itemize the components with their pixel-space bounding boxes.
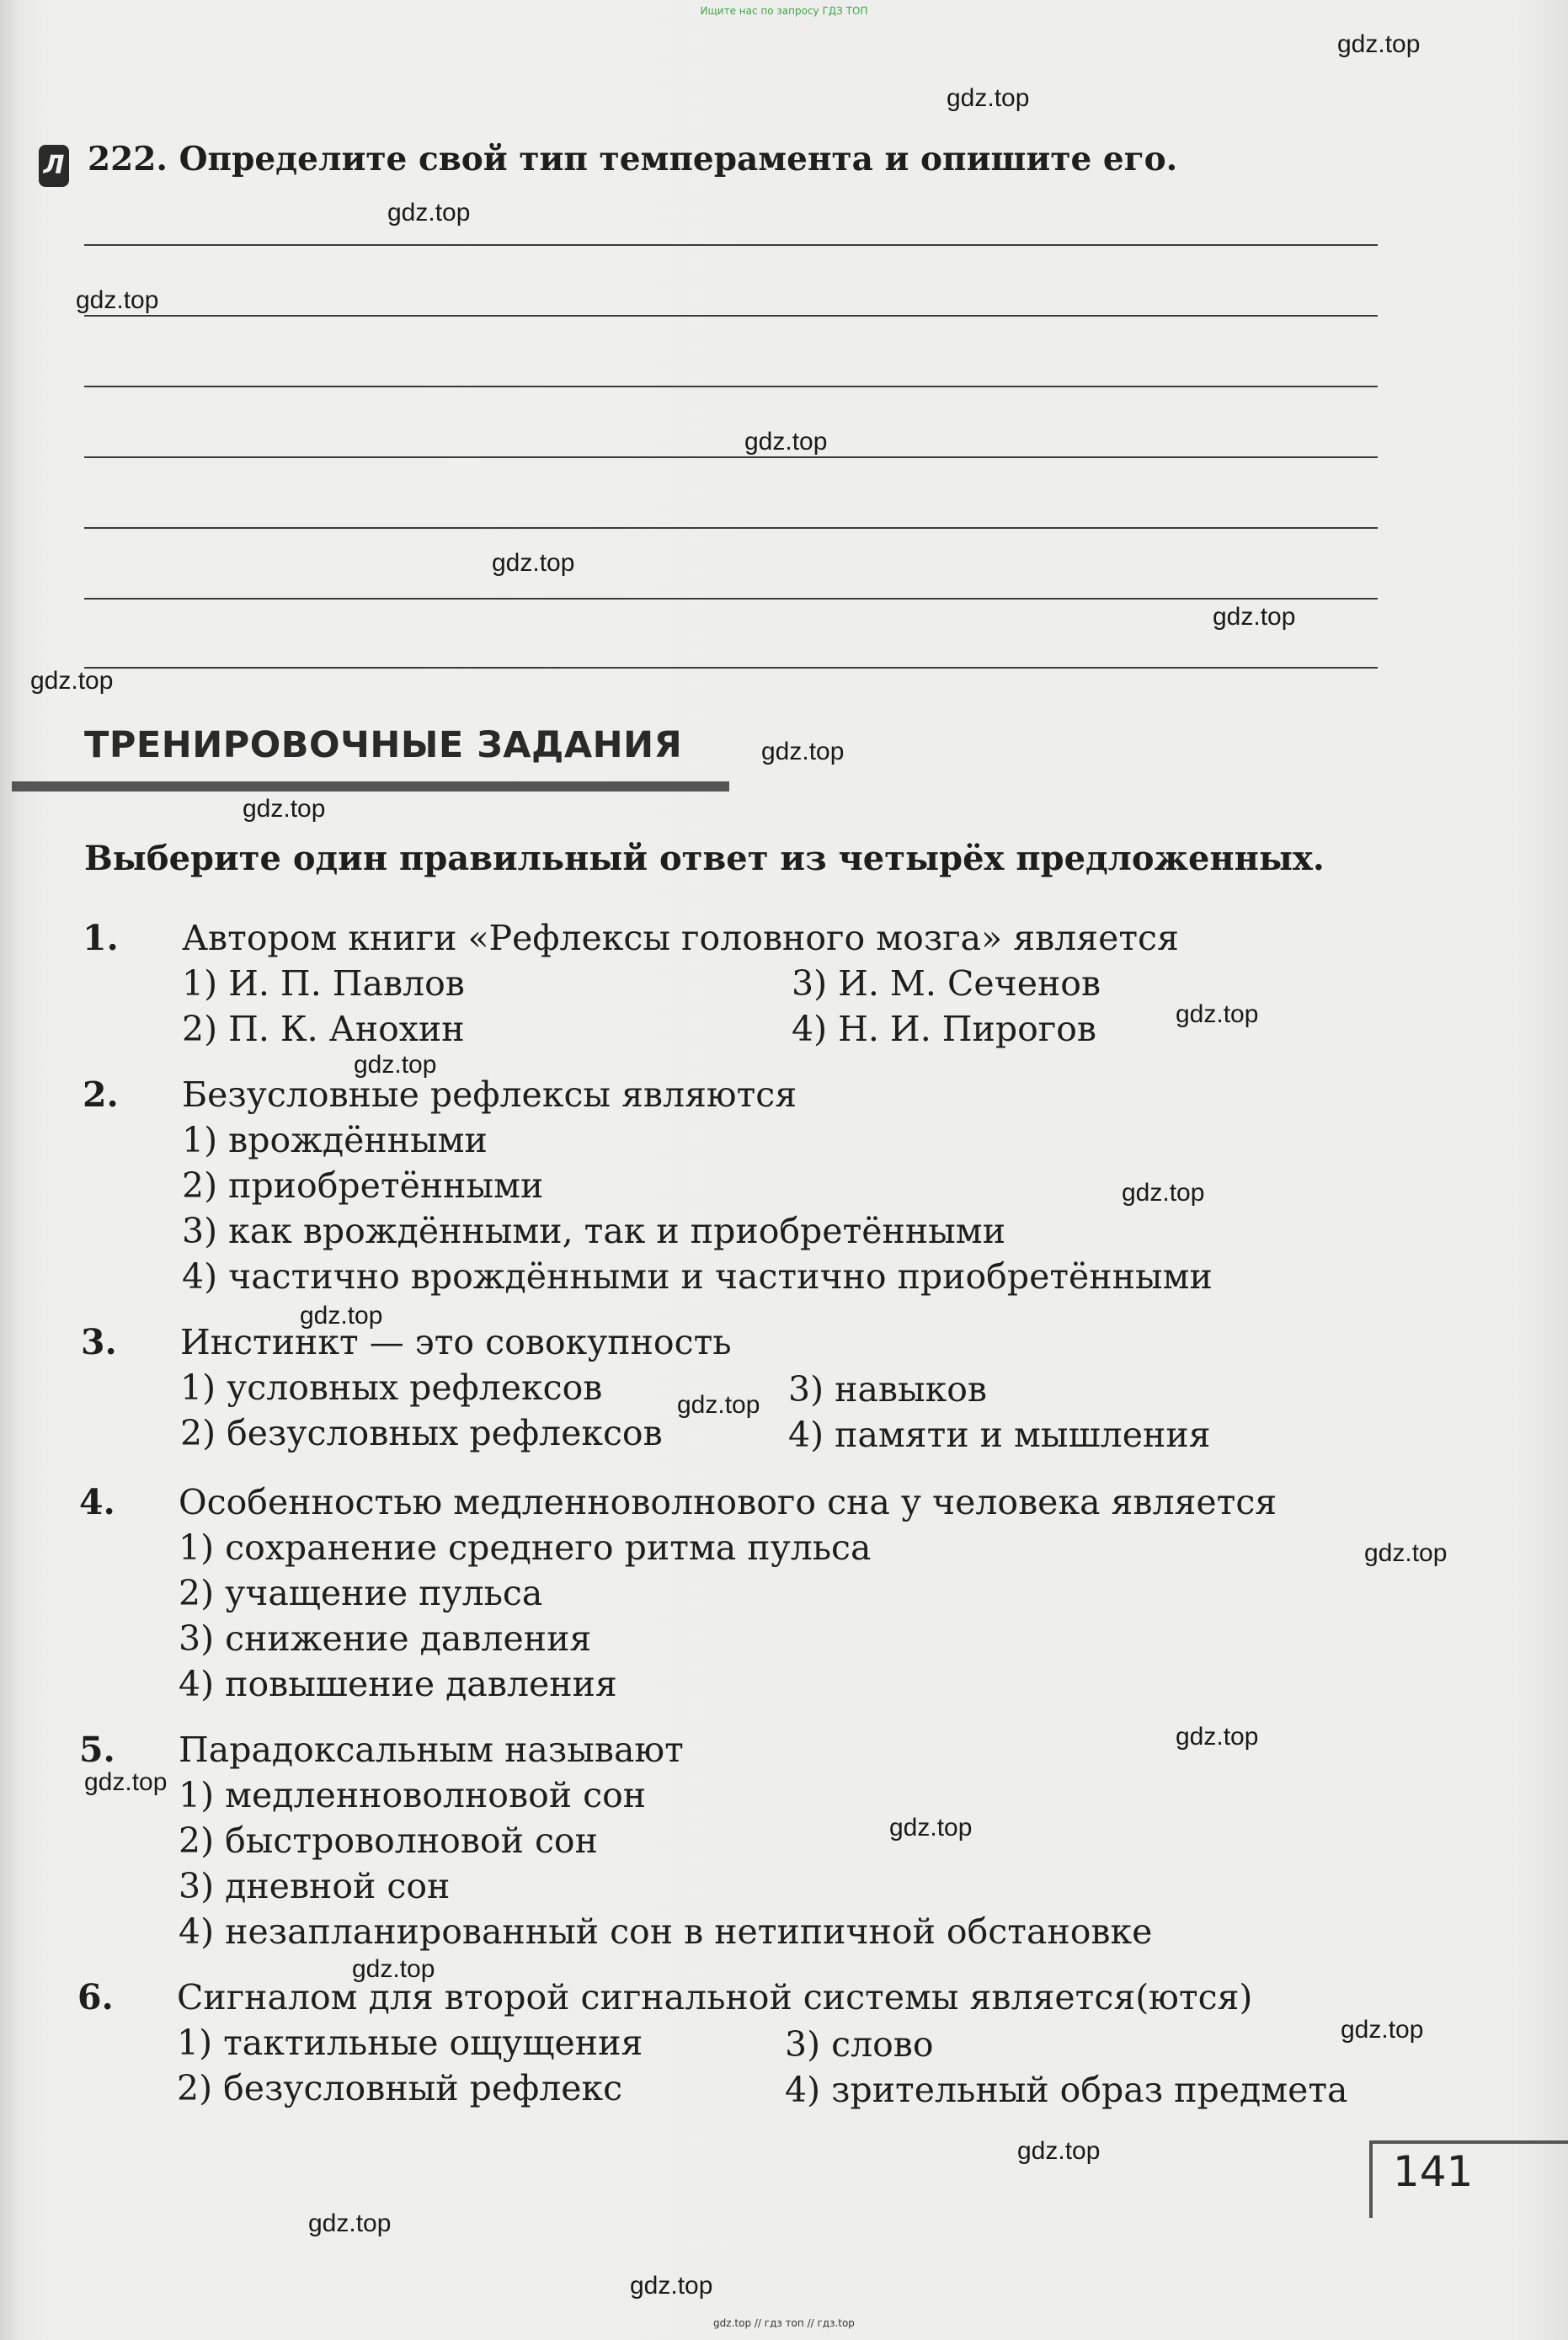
question-number: 2.	[83, 1074, 119, 1115]
watermark: gdz.top	[308, 2209, 392, 2237]
answer-option[interactable]: 3) И. М. Сеченов	[792, 963, 1101, 1004]
personal-task-icon: Л	[39, 145, 69, 187]
answer-option[interactable]: 4) незапланированный сон в нетипичной обстановке	[179, 1911, 1153, 1952]
question-number: 6.	[77, 1977, 114, 2018]
watermark: gdz.top	[1176, 1000, 1259, 1028]
watermark: gdz.top	[243, 795, 326, 823]
task-222-text: 222. Определите свой тип темперамента и опишите его.	[88, 140, 1178, 179]
watermark: gdz.top	[889, 1814, 973, 1842]
answer-line[interactable]	[84, 598, 1378, 600]
watermark: gdz.top	[677, 1391, 760, 1419]
question-number: 4.	[79, 1482, 115, 1522]
answer-option[interactable]: 1) врождёнными	[182, 1120, 488, 1160]
watermark: gdz.top	[1176, 1723, 1259, 1751]
watermark: gdz.top	[744, 428, 828, 456]
watermark: gdz.top	[947, 84, 1030, 112]
watermark: gdz.top	[630, 2272, 713, 2300]
answer-line[interactable]	[84, 527, 1378, 529]
answer-option[interactable]: 3) как врождёнными, так и приобретёнными	[182, 1211, 1006, 1251]
answer-option[interactable]: 4) Н. И. Пирогов	[792, 1009, 1097, 1049]
answer-option[interactable]: 2) быстроволновой сон	[179, 1820, 598, 1861]
question-text: Сигналом для второй сигнальной системы является(ются)	[177, 1977, 1253, 2018]
question-text: Автором книги «Рефлексы головного мозга» является	[182, 918, 1179, 958]
answer-option[interactable]: 1) И. П. Павлов	[182, 963, 465, 1004]
watermark: gdz.top	[387, 199, 471, 227]
answer-line[interactable]	[84, 315, 1378, 317]
answer-line[interactable]	[84, 456, 1378, 458]
question-text: Особенностью медленноволнового сна у человека является	[179, 1482, 1277, 1522]
watermark: gdz.top	[76, 286, 159, 314]
watermark: gdz.top	[352, 1955, 435, 1983]
watermark: gdz.top	[1341, 2016, 1424, 2044]
answer-option[interactable]: 4) повышение давления	[179, 1664, 617, 1704]
watermark: gdz.top	[1337, 30, 1421, 58]
watermark: gdz.top	[761, 738, 845, 765]
answer-line[interactable]	[84, 386, 1378, 387]
answer-option[interactable]: 2) безусловный рефлекс	[177, 2068, 623, 2108]
bottom-banner: gdz.top // гдз топ // гдз.top	[713, 2317, 855, 2329]
answer-option[interactable]: 3) дневной сон	[179, 1866, 451, 1906]
watermark: gdz.top	[1364, 1539, 1448, 1567]
answer-option[interactable]: 1) тактильные ощущения	[177, 2023, 643, 2063]
question-number: 1.	[83, 918, 119, 958]
answer-option[interactable]: 1) условных рефлексов	[180, 1367, 603, 1408]
watermark: gdz.top	[1122, 1179, 1205, 1207]
answer-option[interactable]: 3) слово	[785, 2024, 934, 2065]
answer-line[interactable]	[84, 667, 1378, 669]
question-text: Безусловные рефлексы являются	[182, 1074, 797, 1115]
section-title: ТРЕНИРОВОЧНЫЕ ЗАДАНИЯ	[84, 724, 683, 766]
answer-option[interactable]: 4) зрительный образ предмета	[785, 2070, 1348, 2110]
page-number: 141	[1393, 2147, 1474, 2196]
watermark: gdz.top	[492, 549, 575, 577]
question-text: Парадоксальным называют	[179, 1730, 684, 1770]
answer-option[interactable]: 4) памяти и мышления	[788, 1415, 1211, 1455]
answer-option[interactable]: 2) П. К. Анохин	[182, 1009, 465, 1049]
answer-option[interactable]: 2) учащение пульса	[179, 1573, 543, 1613]
watermark: gdz.top	[1017, 2137, 1101, 2165]
answer-option[interactable]: 1) сохранение среднего ритма пульса	[179, 1527, 872, 1568]
question-number: 5.	[79, 1730, 115, 1770]
watermark: gdz.top	[1213, 603, 1296, 631]
question-text: Инстинкт — это совокупность	[180, 1322, 732, 1362]
watermark: gdz.top	[84, 1768, 168, 1796]
answer-option[interactable]: 4) частично врождёнными и частично приобретёнными	[182, 1256, 1213, 1297]
section-underline	[12, 781, 729, 792]
answer-option[interactable]: 2) безусловных рефлексов	[180, 1413, 663, 1453]
answer-line[interactable]	[84, 244, 1378, 246]
answer-option[interactable]: 3) навыков	[788, 1369, 987, 1410]
top-banner: Ищите нас по запросу ГДЗ ТОП	[700, 5, 868, 17]
answer-option[interactable]: 1) медленноволновой сон	[179, 1775, 647, 1815]
watermark: gdz.top	[300, 1302, 383, 1330]
answer-option[interactable]: 2) приобретёнными	[182, 1165, 544, 1206]
question-number: 3.	[81, 1322, 117, 1362]
answer-option[interactable]: 3) снижение давления	[179, 1618, 592, 1659]
watermark: gdz.top	[30, 667, 114, 695]
instruction-text: Выберите один правильный ответ из четырёх предложенных.	[84, 839, 1325, 878]
watermark: gdz.top	[354, 1051, 437, 1079]
